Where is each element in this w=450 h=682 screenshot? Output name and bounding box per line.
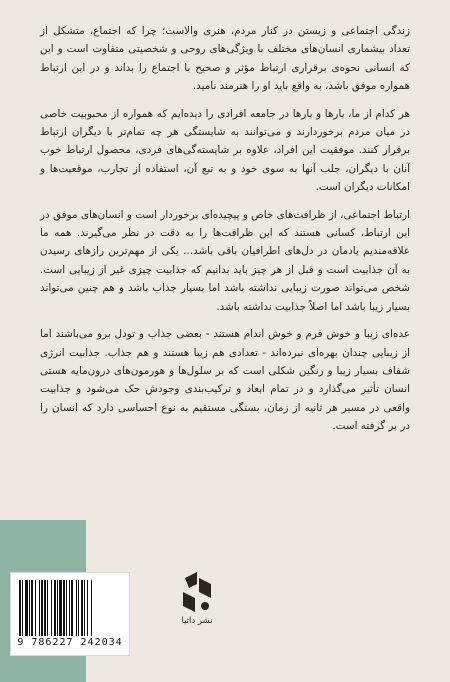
barcode-bar [29,580,30,636]
barcode-bar [76,580,77,636]
barcode-bar [78,580,79,636]
barcode-bars [19,580,123,636]
barcode-bar [41,580,43,636]
barcode-bar [71,580,73,636]
barcode-bar [39,580,40,636]
barcode-bar [44,580,46,636]
publisher-logo [166,568,228,638]
barcode-bar [54,580,56,636]
paragraph-3: ارتباط اجتماعی، از ظرافت‌های خاص و پیچیده‌ای برخوردار است و انسان‌های موفق در این ارتباط، کسانی هستند که این ظرافت‌ها را به دقت در نظر می‌گیرند. همه ما علاقه‌مندیم یادمان در دل‌های اطرافیان باقی باشد... یکی از مهم‌ترین رازهای رسیدن به آن جذابیت است و قبل از هر چیز باید بدانیم که جذابیت چیزی غیر از زیبایی است. شخص می‌تواند صورت زیبایی نداشته باشد اما بسیار جذاب باشد و هم چنین می‌تواند بسیار زیبا باشد اما اصلاً جذابیت نداشته باشد. [40,208,410,313]
barcode-bar [63,580,65,636]
paragraph-2: هر کدام از ما، بارها و بارها در جامعه افرادی را دیده‌ایم که همواره از محبوبیت خاصی در میان مردم برخوردارند و می‌توانند به شایستگی هر چه تمام‌تر با دیگران ارتباط برقرار کنند. موفقیت این افراد، علاوه بر شایسته‌گی‌های فردی، محصول ارتباط خوب آنان با دیگران، جلب آنها به سوی خود و به تبع آن، استفاده از تجارب، موقعیت‌ها و امکانات دیگران است. [40,107,410,194]
barcode-bar [91,580,92,636]
barcode-bar [19,580,21,636]
barcode-bar [57,580,58,636]
barcode-bar [25,580,28,636]
publisher-logo-icon [177,568,217,614]
barcode-bar [66,580,67,636]
barcode-bar [47,580,48,636]
barcode-bar [51,580,52,636]
barcode-bar [87,580,88,636]
barcode-bar [22,580,23,636]
barcode-bar [35,580,36,636]
publisher-name: نشر داتیا [181,616,213,626]
paragraph-4: عده‌ای زیبا و خوش فرم و خوش اندام هستند - بعضی جذاب و تودل برو می‌باشند اما از زیبایی چندان بهره‌ای نبرده‌اند - تعدادی هم زیبا هستند و هم جذاب. جذابیت انرژی شفاف بسیار زیبا و رنگین شکلی است که بر سلول‌ها و هورمون‌های درون‌مایه هستی انسان تأثیر می‌گذارد و در تمام ابعاد و ترکیب‌بندی وجودش حک می‌شود و جذابیت واقعی در مسیر هر ثانیه از زمان، بستگی مستقیم به نوع احساسی دارد که انسان را در بر گرفته است. [40,328,410,433]
barcode-bar [84,580,85,636]
barcode [10,572,130,656]
isbn-number: 9 786227 242034 [17,637,123,648]
barcode-bar [81,580,83,636]
barcode-bar [69,580,70,636]
paragraph-1: زندگی اجتماعی و زیستن در کنار مردم، هنری والاست؛ چرا که اجتماع، متشکل از تعداد بیشماری انسان‌های مختلف با ویژگی‌های روحی و شخصیتی متفاوت است و این که انسانی نحوه‌ی برقراری ارتباط مؤثر و صحیح با اجتماع را بداند و در این ارتباط همواره موفق باشد، به واقع باید او را هنرمند نامید. [40,25,410,93]
barcode-bar [59,580,62,636]
barcode-bar [31,580,33,636]
